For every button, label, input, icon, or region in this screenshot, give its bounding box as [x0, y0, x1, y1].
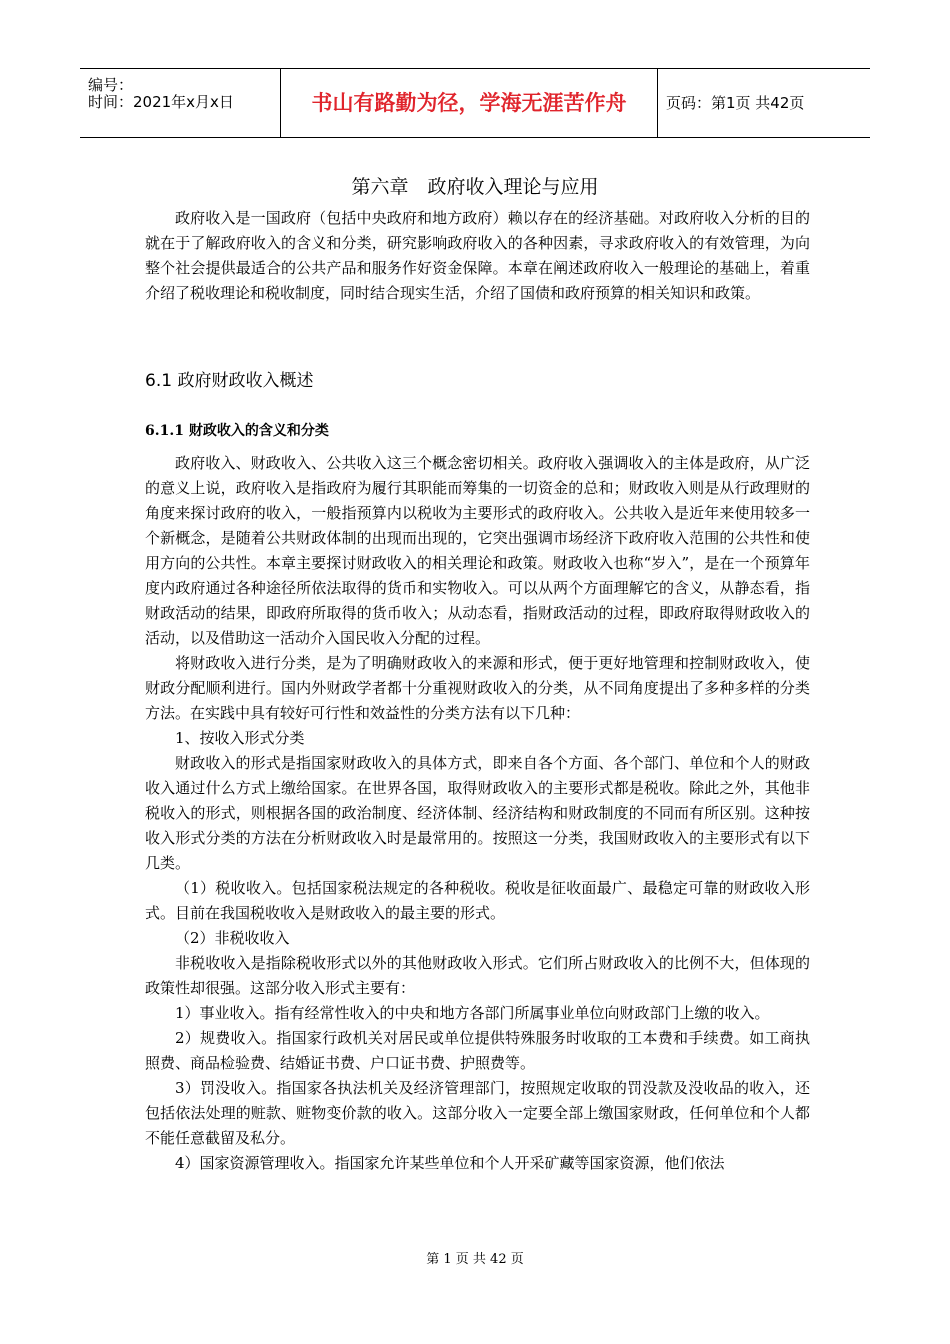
paragraph: （1）税收收入。包括国家税法规定的各种税收。税收是征收面最广、最稳定可靠的财政收入形式。目前在我国税收收入是财政收入的最主要的形式。 [145, 879, 810, 922]
paragraph: （2）非税收收入 [175, 929, 290, 947]
subsection-heading: 6.1.1 财政收入的含义和分类 [145, 423, 329, 439]
paragraph: 3）罚没收入。指国家各执法机关及经济管理部门，按照规定收取的罚没款及没收品的收入，还包括依法处理的赃款、赃物变价款的收入。这部分收入一定要全部上缴国家财政，任何单位和个人都不能任意截留及私分。 [145, 1079, 810, 1147]
paragraph: 4）国家资源管理收入。指国家允许某些单位和个人开采矿藏等国家资源，他们依法 [175, 1154, 725, 1172]
header-page-info: 页码：第1页 共42页 [666, 94, 805, 112]
paragraph: 非税收收入是指除税收形式以外的其他财政收入形式。它们所占财政收入的比例不大，但体现的政策性却很强。这部分收入形式主要有： [145, 954, 810, 997]
paragraph: 财政收入的形式是指国家财政收入的具体方式，即来自各个方面、各个部门、单位和个人的财政收入通过什么方式上缴给国家。在世界各国，取得财政收入的主要形式都是税收。除此之外，其他非税收入的形式，则根据各国的政治制度、经济体制、经济结构和财政制度的不同而有所区别。这种按收入形式分类的方法在分析财政收入时是最常用的。按照这一分类，我国财政收入的主要形式有以下几类。 [145, 754, 810, 872]
intro-block [145, 206, 810, 306]
paragraph: 2）规费收入。指国家行政机关对居民或单位提供特殊服务时收取的工本费和手续费。如工商执照费、商品检验费、结婚证书费、户口证书费、护照费等。 [145, 1029, 810, 1072]
page-footer: 第 1 页 共 42 页 [426, 1252, 524, 1267]
chapter-title: 第六章 政府收入理论与应用 [351, 176, 599, 198]
main-body [145, 451, 810, 1176]
document-number-label: 编号： [88, 76, 134, 94]
section-heading: 6.1 政府财政收入概述 [145, 371, 314, 391]
header-motto: 书山有路勤为径，学海无涯苦作舟 [281, 69, 658, 137]
paragraph: 将财政收入进行分类，是为了明确财政收入的来源和形式，便于更好地管理和控制财政收入，使财政分配顺利进行。国内外财政学者都十分重视财政收入的分类，从不同角度提出了多种多样的分类方法。在实践中具有较好可行性和效益性的分类方法有以下几种： [145, 654, 810, 722]
intro-paragraph: 政府收入是一国政府（包括中央政府和地方政府）赖以存在的经济基础。对政府收入分析的目的就在于了解政府收入的含义和分类，研究影响政府收入的各种因素，寻求政府收入的有效管理，为向整个社会提供最适合的公共产品和服务作好资金保障。本章在阐述政府收入一般理论的基础上，着重介绍了税收理论和税收制度，同时结合现实生活，介绍了国债和政府预算的相关知识和政策。 [145, 209, 810, 302]
paragraph: 政府收入、财政收入、公共收入这三个概念密切相关。政府收入强调收入的主体是政府，从广泛的意义上说，政府收入是指政府为履行其职能而筹集的一切资金的总和；财政收入则是从行政理财的角度来探讨政府的收入，一般指预算内以税收为主要形式的政府收入。公共收入是近年来使用较多一个新概念，是随着公共财政体制的出现而出现的，它突出强调市场经济下政府收入范围的公共性和使用方向的公共性。本章主要探讨财政收入的相关理论和政策。财政收入也称“岁入”，是在一个预算年度内政府通过各种途径所依法取得的货币和实物收入。可以从两个方面理解它的含义，从静态看，指财政活动的结果，即政府所取得的货币收入；从动态看，指财政活动的过程，即政府取得财政收入的活动，以及借助这一活动介入国民收入分配的过程。 [145, 454, 810, 647]
paragraph: 1、按收入形式分类 [175, 729, 305, 747]
document-date-label: 时间：2021年x月x日 [88, 93, 234, 111]
paragraph: 1）事业收入。指有经常性收入的中央和地方各部门所属事业单位向财政部门上缴的收入。 [175, 1004, 770, 1022]
header-meta-cell [80, 69, 281, 137]
header-table [80, 68, 870, 138]
